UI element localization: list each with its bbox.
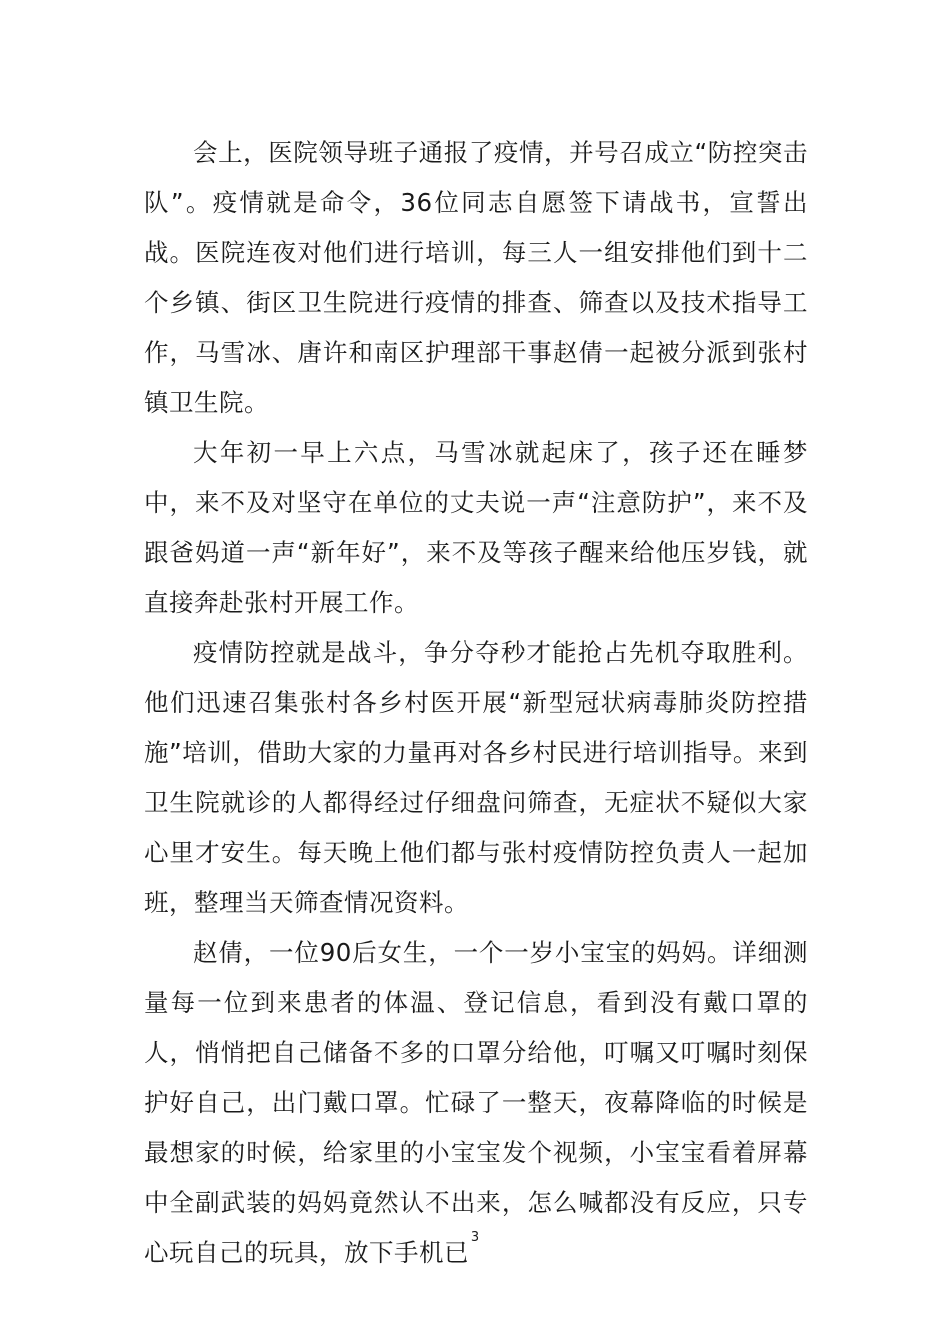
paragraph-zhao-qian: 赵倩，一位90后女生，一个一岁小宝宝的妈妈。详细测量每一位到来患者的体温、登记信息，看到没有戴口罩的人，悄悄把自己储备不多的口罩分给他，叮嘱又叮嘱时刻保护好自己，出门戴口罩。忙碌了一整天，夜幕降临的时候是最想家的时候，给家里的小宝宝发个视频，小宝宝看着屏幕中全副武装的妈妈竟然认不出来，怎么喊都没有反应，只专心玩自己的玩具，放下手机已 xyxy=(144,938,808,1267)
page-number: 3 xyxy=(470,1230,480,1245)
document-body xyxy=(144,128,808,1278)
paragraph-epidemic-control: 疫情防控就是战斗，争分夺秒才能抢占先机夺取胜利。他们迅速召集张村各乡村医开展“新型冠状病毒肺炎防控措施”培训，借助大家的力量再对各乡村民进行培训指导。来到卫生院就诊的人都得经过仔细盘问筛查，无症状不疑似大家心里才安生。每天晚上他们都与张村疫情防控负责人一起加班，整理当天筛查情况资料。 xyxy=(144,638,808,917)
paragraph-meeting: 会上，医院领导班子通报了疫情，并号召成立“防控突击队”。疫情就是命令，36位同志自愿签下请战书，宣誓出战。医院连夜对他们进行培训，每三人一组安排他们到十二个乡镇、街区卫生院进行疫情的排查、筛查以及技术指导工作，马雪冰、唐许和南区护理部干事赵倩一起被分派到张村镇卫生院。 xyxy=(144,138,808,417)
paragraph-new-year-morning: 大年初一早上六点，马雪冰就起床了，孩子还在睡梦中，来不及对坚守在单位的丈夫说一声“注意防护”，来不及跟爸妈道一声“新年好”，来不及等孩子醒来给他压岁钱，就直接奔赴张村开展工作。 xyxy=(144,438,808,617)
